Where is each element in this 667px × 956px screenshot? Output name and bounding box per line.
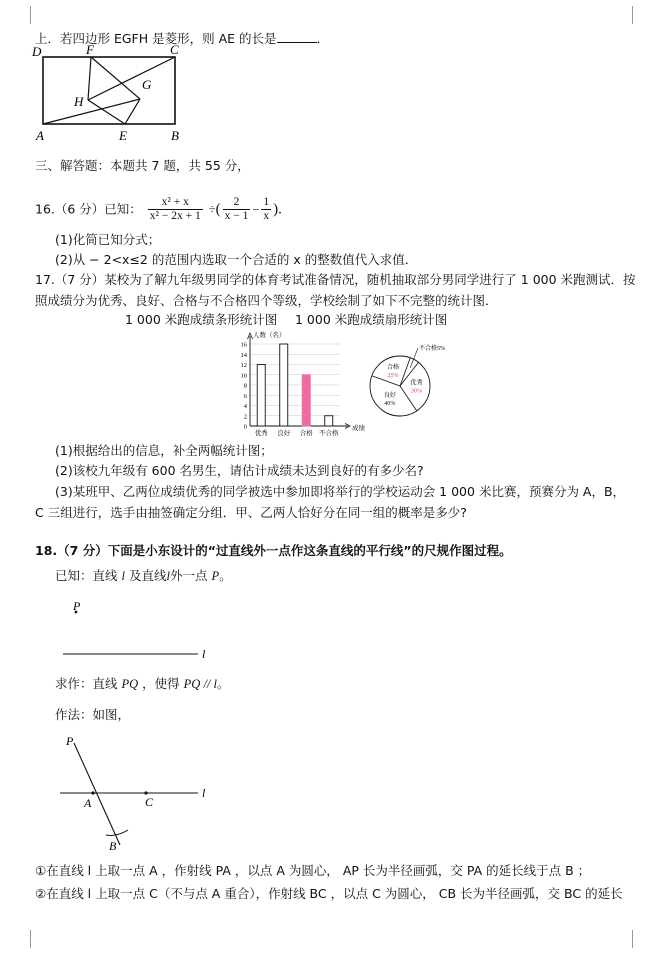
bar-category-label: 优秀 — [254, 430, 268, 437]
pie-slice-label-1: 优秀 — [410, 379, 423, 387]
bar-y-tick-label: 10 — [240, 372, 247, 380]
q17-sub3-line1: (3)某班甲、乙两位成绩优秀的同学被选中参加即将举行的学校运动会 1 000 米比赛，预赛分为 A，B， — [55, 484, 626, 499]
given-figure — [58, 596, 218, 666]
known-end: 。 — [219, 568, 232, 583]
label-f: F — [86, 42, 94, 57]
fraction-2-denominator: x − 1 — [224, 210, 249, 222]
ray-pa — [74, 743, 120, 845]
bar-category-label: 良好 — [277, 430, 291, 437]
fraction-3-numerator: 1 — [263, 196, 270, 208]
fraction-3-denominator: x — [263, 210, 270, 222]
required-prefix: 求作：直线 — [55, 676, 118, 691]
bar-y-tick-label: 4 — [243, 403, 247, 410]
label-b: B — [171, 128, 179, 143]
known-point-p: P — [211, 569, 220, 583]
pie-slice-pct-3: 25% — [387, 372, 399, 380]
corner-mark-top-left — [22, 6, 31, 24]
point-a — [91, 791, 94, 794]
segment-h-c — [88, 57, 175, 100]
answer-blank — [277, 31, 317, 43]
left-paren: ( — [215, 201, 221, 218]
fig1-label-p: P — [73, 599, 81, 613]
divide-sign: ÷ — [208, 202, 216, 217]
q15-text-prefix: 上．若四边形 EGFH 是菱形，则 AE 的长是 — [35, 31, 277, 46]
segment-h-f — [88, 57, 91, 100]
pie-slice-label-2: 良好 — [383, 392, 397, 400]
known-mid: 及直线 — [128, 568, 167, 583]
bar-y-tick-label: 6 — [243, 392, 247, 400]
q15-text-suffix: ． — [316, 31, 330, 46]
construction-figure — [60, 733, 220, 853]
q16-sub1: (1)化简已知分式； — [55, 232, 161, 247]
bar-x-axis-label: 成绩 — [352, 425, 365, 432]
label-g: G — [142, 77, 152, 92]
q16-prefix: 16.（6 分）已知： — [35, 201, 142, 217]
q17-sub1: (1)根据给出的信息，补全两幅统计图； — [55, 443, 273, 458]
known-mid2: 外一点 — [169, 568, 208, 583]
fig2-label-p: P — [66, 734, 74, 748]
known-prefix: 已知：直线 — [55, 568, 118, 583]
label-c: C — [170, 42, 179, 57]
q18-heading: 18.（7 分）下面是小东设计的“过直线外一点作这条直线的平行线”的尺规作图过程。 — [35, 543, 512, 558]
rhombus-figure — [30, 44, 190, 144]
q17-line2: 照成绩分为优秀、良好、合格与不合格四个等级，学校绘制了如下不完整的统计图． — [35, 293, 498, 308]
bar-chart-title: 1 000 米跑成绩条形统计图 — [125, 312, 278, 327]
fig1-label-l: l — [202, 647, 206, 661]
fig2-label-c: C — [145, 795, 154, 809]
fraction-1-denominator: x² − 2x + 1 — [149, 210, 201, 222]
bar-2 — [302, 375, 310, 426]
corner-mark-bottom-left — [22, 930, 31, 948]
fraction-3 — [261, 196, 271, 223]
bar-3 — [325, 416, 333, 426]
pie-slice-label-3: 合格 — [386, 364, 400, 372]
pie-slice-pct-1: 30% — [410, 387, 423, 395]
fraction-1 — [148, 196, 203, 223]
bar-y-axis-label: 人数（名） — [253, 332, 286, 339]
bar-y-tick-label: 16 — [240, 341, 247, 349]
section-heading: 三、解答题：本题共 7 题，共 55 分， — [35, 158, 250, 173]
q18-step2: ②在直线 l 上取一点 C（不与点 A 重合），作射线 BC ，以点 C 为圆心， CB 长为半径画弧，交 BC 的延长 — [35, 886, 623, 901]
label-e: E — [119, 128, 127, 143]
pie-slice-pct-2: 40% — [384, 400, 396, 408]
bar-category-label: 合格 — [299, 430, 313, 437]
q18-step1: ①在直线 l 上取一点 A ，作射线 PA ，以点 A 为圆心， AP 长为半径画弧，交 PA 的延长线于点 B ； — [35, 863, 591, 878]
required-end: 。 — [217, 676, 230, 691]
bar-y-tick-label: 8 — [243, 382, 247, 390]
q17-line1: 17.（7 分）某校为了解九年级男同学的体育考试准备情况，随机抽取部分男同学进行了 1 000 米跑测试．按 — [35, 272, 636, 287]
fig2-label-a: A — [84, 796, 92, 810]
pie-chart — [362, 342, 452, 426]
arc-at-b — [106, 830, 128, 835]
bar-chart — [228, 328, 365, 440]
minus-sign: − — [252, 202, 260, 217]
bar-y-tick-label: 14 — [240, 351, 247, 359]
bar-y-tick-label: 12 — [240, 362, 247, 369]
fig2-label-l: l — [202, 786, 206, 800]
label-a: A — [36, 128, 44, 143]
segment-e-h — [88, 100, 125, 124]
known-line-l2: l — [166, 569, 170, 583]
bar-1 — [280, 344, 288, 426]
required-pq: PQ — [121, 677, 139, 691]
q16-stem — [35, 194, 282, 225]
corner-mark-top-right — [632, 6, 641, 24]
bar-y-tick-label: 2 — [243, 413, 247, 421]
label-d: D — [32, 44, 42, 59]
required-relation: PQ // l — [183, 677, 217, 691]
right-paren: ). — [273, 201, 282, 218]
q18-required — [55, 676, 230, 692]
q18-known — [55, 568, 232, 584]
q17-sub2: (2)该校九年级有 600 名男生，请估计成绩未达到良好的有多少名? — [55, 463, 424, 478]
q18-method: 作法：如图， — [55, 707, 131, 722]
bar-y-tick-label: 0 — [243, 423, 247, 431]
fraction-1-numerator: x² + x — [148, 196, 203, 210]
label-h: H — [74, 94, 84, 109]
fraction-2 — [223, 196, 251, 223]
corner-mark-bottom-right — [632, 930, 641, 948]
bar-category-label: 不合格 — [319, 430, 339, 437]
fraction-2-numerator: 2 — [223, 196, 251, 210]
q16-sub2: (2)从 − 2<x≤2 的范围内选取一个合适的 x 的整数值代入求值． — [55, 252, 418, 267]
known-line-l: l — [121, 569, 125, 583]
pie-chart-title: 1 000 米跑成绩扇形统计图 — [295, 312, 448, 327]
pie-slice-label-0: 不合格5% — [419, 346, 445, 352]
required-mid: ，使得 — [142, 676, 180, 691]
bar-0 — [257, 365, 265, 427]
fig2-label-b: B — [109, 839, 117, 853]
q17-sub3-line2: C 三组进行，选手由抽签确定分组．甲、乙两人恰好分在同一组的概率是多少? — [35, 505, 467, 520]
